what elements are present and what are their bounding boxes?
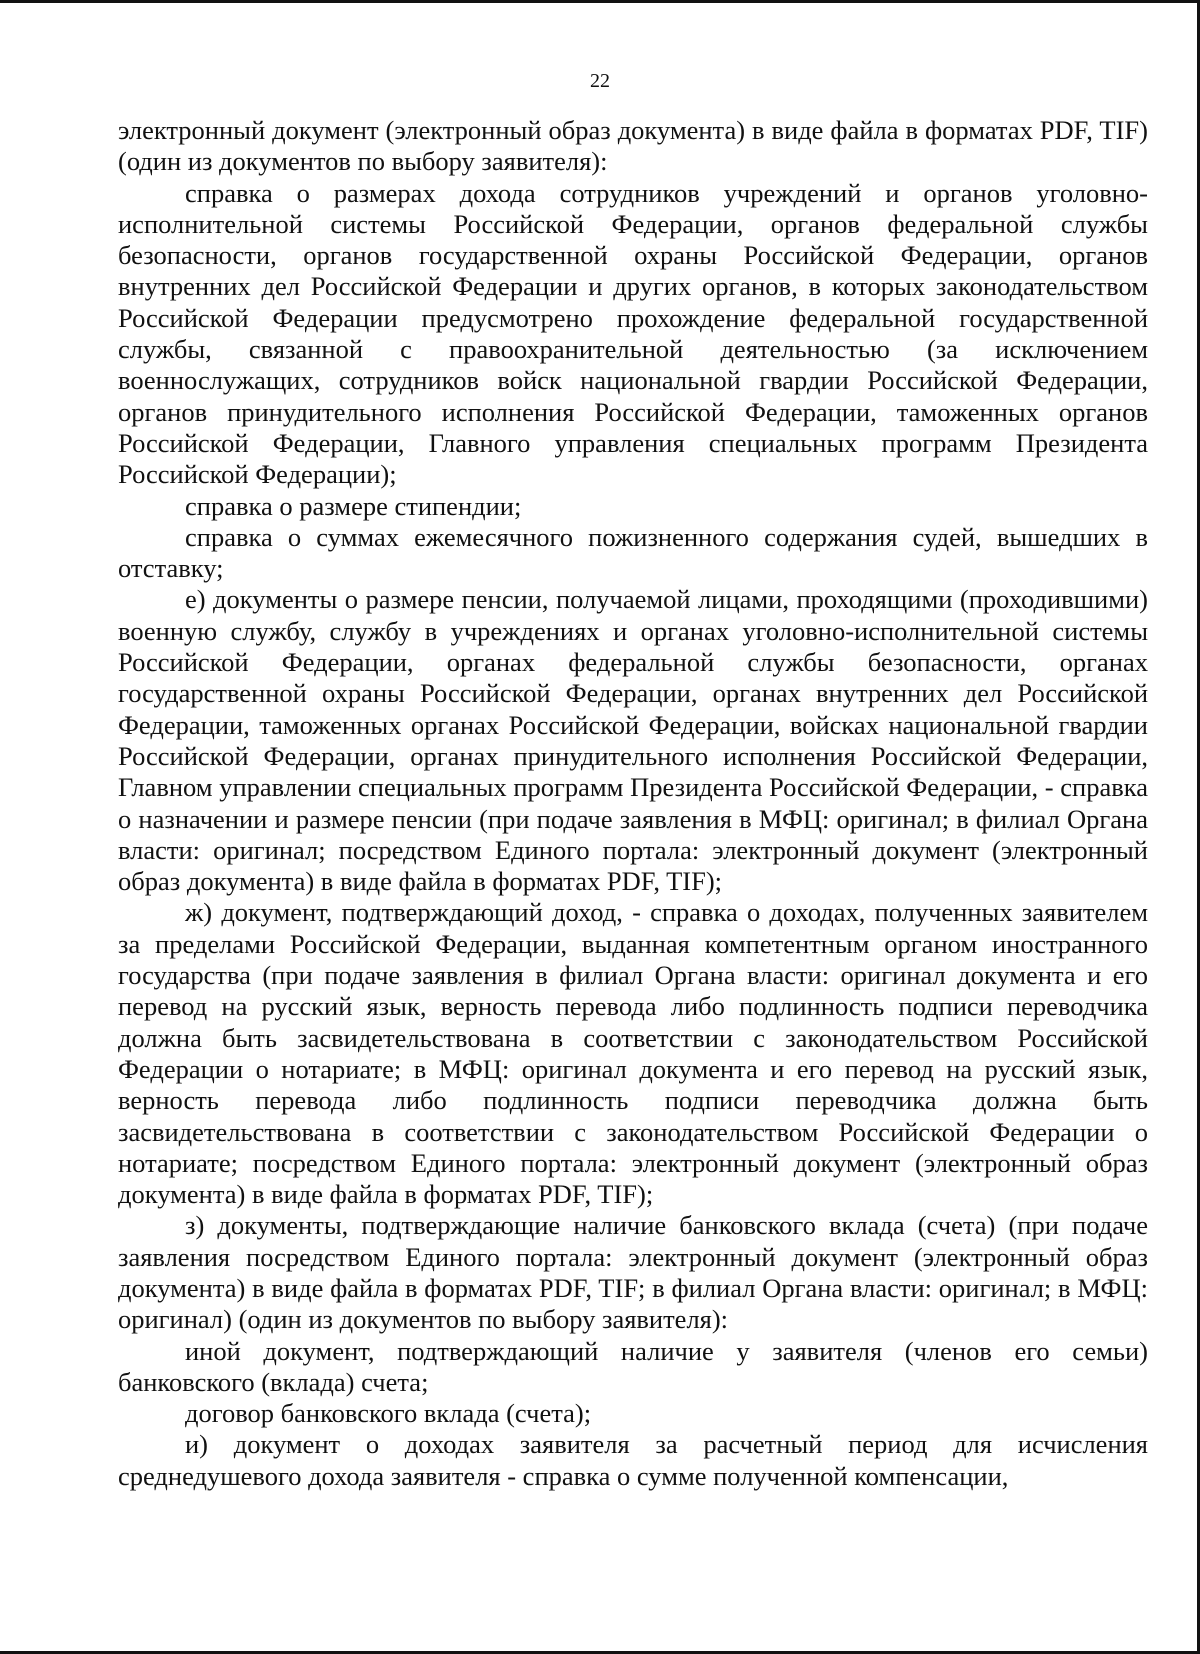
page-number: 22	[590, 70, 610, 92]
paragraph-item-i-compensation: и) документ о доходах заявителя за расчетный период для исчисления среднедушевого дохода заявителя - справка о сумме полученной компенсации,	[118, 1429, 1148, 1491]
paragraph-income-certificate: справка о размерах дохода сотрудников учреждений и органов уголовно-исполнительной системы Российской Федерации, органов федеральной службы безопасности, органов государственной охраны Российской Федерации, органов внутренних дел Российской Федерации и других органов, в которых законодательством Российской Федерации предусмотрено прохождение федеральной государственной службы, связанной с правоохранительной деятельностью (за исключением военнослужащих, сотрудников войск национальной гвардии Российской Федерации, органов принудительного исполнения Российской Федерации, таможенных органов Российской Федерации, Главного управления специальных программ Президента Российской Федерации);	[118, 177, 1148, 490]
paragraph-item-zh-foreign-income: ж) документ, подтверждающий доход, - справка о доходах, полученных заявителем за пределами Российской Федерации, выданная компетентным органом иностранного государства (при подаче заявления в филиал Органа власти: оригинал документа и его перевод на русский язык, верность перевода либо подлинность подписи переводчика должна быть засвидетельствована в соответствии с законодательством Российской Федерации о нотариате; в МФЦ: оригинал документа и его перевод на русский язык, верность перевода либо подлинность подписи переводчика должна быть засвидетельствована в соответствии с законодательством Российской Федерации о нотариате; посредством Единого портала: электронный документ (электронный образ документа) в виде файла в форматах PDF, TIF);	[118, 897, 1148, 1210]
paragraph-continuation: электронный документ (электронный образ документа) в виде файла в форматах PDF, TIF) (один из документов по выбору заявителя):	[118, 115, 1148, 177]
paragraph-deposit-agreement: договор банковского вклада (счета);	[185, 1398, 592, 1429]
paragraph-stipend-certificate: справка о размере стипендии;	[185, 490, 522, 521]
scan-border-top	[0, 0, 1200, 3]
paragraph-item-z-bank-deposit: з) документы, подтверждающие наличие банковского вклада (счета) (при подаче заявления посредством Единого портала: электронный документ (электронный образ документа) в виде файла в форматах PDF, TIF; в филиал Органа власти: оригинал; в МФЦ: оригинал) (один из документов по выбору заявителя):	[118, 1210, 1148, 1335]
paragraph-other-bank-document: иной документ, подтверждающий наличие у заявителя (членов его семьи) банковского (вклада) счета;	[118, 1335, 1148, 1397]
paragraph-item-e-pension: е) документы о размере пенсии, получаемой лицами, проходящими (проходившими) военную службу, службу в учреждениях и органах уголовно-исполнительной системы Российской Федерации, органах федеральной службы безопасности, органах государственной охраны Российской Федерации, органах внутренних дел Российской Федерации, таможенных органах Российской Федерации, войсках национальной гвардии Российской Федерации, органах принудительного исполнения Российской Федерации, Главном управлении специальных программ Президента Российской Федерации, - справка о назначении и размере пенсии (при подаче заявления в МФЦ: оригинал; в филиал Органа власти: оригинал; посредством Единого портала: электронный документ (электронный образ документа) в виде файла в форматах PDF, TIF);	[118, 584, 1148, 897]
document-body	[118, 115, 1148, 1492]
paragraph-judges-allowance: справка о суммах ежемесячного пожизненного содержания судей, вышедших в отставку;	[118, 521, 1148, 584]
